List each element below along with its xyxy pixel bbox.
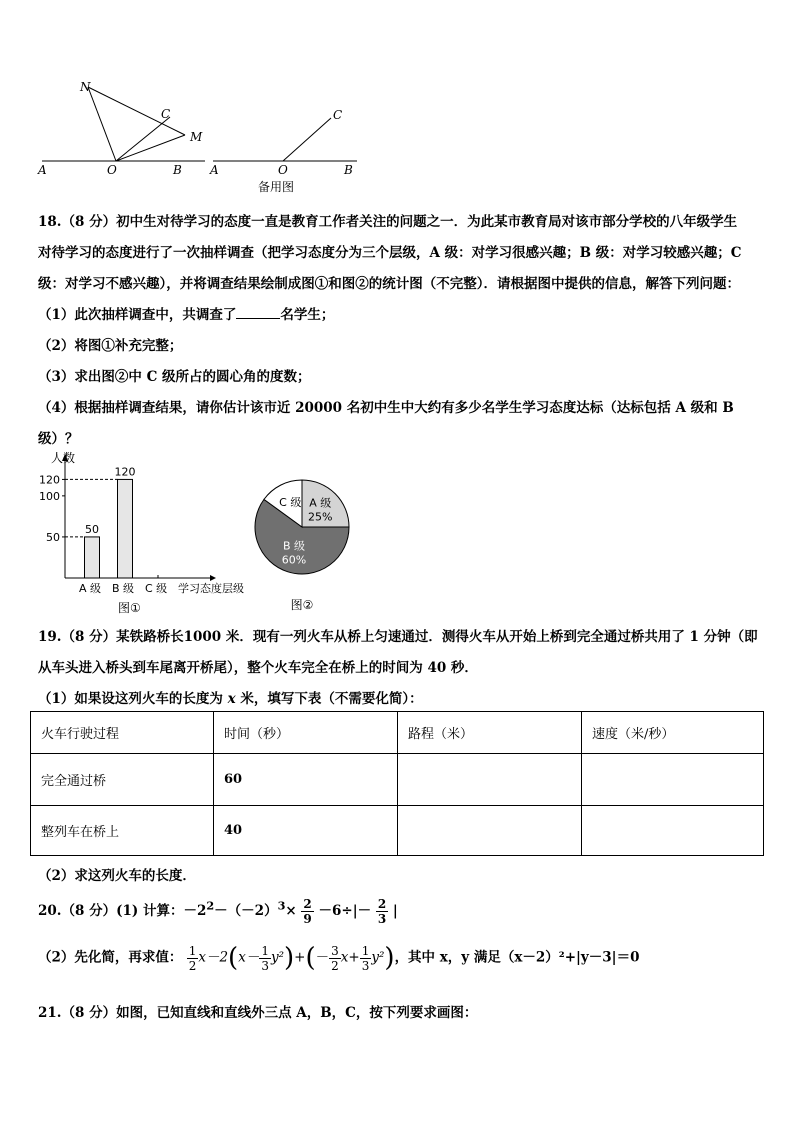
pie-slice-label: A 级	[309, 496, 332, 510]
label-A2: A	[210, 163, 219, 177]
q18-part4-cont: 级）？	[38, 431, 79, 447]
pie-slice-label: B 级	[282, 539, 306, 553]
q18-part4: （4）根据抽样调查结果，请你估计该市近 20000 名初中生中大约有多少名学生学习态度达标（达标包括 A 级和 B	[38, 400, 734, 416]
figure-caption-2: 图②	[290, 598, 314, 612]
table-row	[31, 806, 764, 856]
y-tick-label: 100	[39, 489, 60, 503]
table-cell: 60	[214, 754, 398, 806]
q18-part1: （1）此次抽样调查中，共调查了 名学生；	[38, 307, 335, 323]
table-header: 速度（米/秒）	[582, 712, 764, 754]
y-axis-label: 人数	[51, 451, 76, 465]
table-cell: 整列车在桥上	[31, 806, 214, 856]
label-N: N	[80, 80, 91, 94]
table-cell: 40	[214, 806, 398, 856]
label-B2: B	[344, 163, 353, 177]
q20-part1: 20.（8 分）(1) 计算：$-2^2-(-2)^3\times$ $\frac{2}{9}$ －6÷|－ $\frac{2}{3}$ |	[38, 897, 398, 926]
table-cell-blank[interactable]	[582, 806, 764, 856]
q18-line3: 级：对学习不感兴趣），并将调查结果绘制成图①和图②的统计图（不完整）．请根据图中提供的信息，解答下列问题：	[38, 276, 740, 292]
x-tick-label: B 级	[112, 582, 135, 595]
pie-chart	[250, 475, 360, 615]
table-cell-blank[interactable]	[398, 754, 582, 806]
label-B: B	[173, 163, 182, 177]
bar-chart	[30, 448, 270, 618]
y-tick-label: 120	[39, 473, 60, 487]
bar-value-label: 50	[85, 522, 99, 536]
table-header: 时间（秒）	[214, 712, 398, 754]
x-tick-label: C 级	[145, 582, 168, 595]
label-A: A	[38, 163, 47, 177]
label-C2: C	[333, 108, 343, 122]
label-C: C	[161, 107, 171, 121]
train-table	[30, 711, 764, 856]
geometry-figure-1	[30, 75, 210, 180]
table-row	[31, 754, 764, 806]
bar-2	[118, 479, 133, 578]
q19-line1: 19.（8 分）某铁路桥长1000 米．现有一列火车从桥上匀速通过．测得火车从开始上桥到完全通过桥共用了 1 分钟（即	[38, 629, 758, 645]
y-tick-label: 50	[46, 530, 60, 544]
figure-caption-backup: 备用图	[258, 180, 295, 194]
label-M: M	[190, 130, 203, 144]
label-O2: O	[278, 163, 288, 177]
pie-slice-label: C 级	[279, 495, 302, 509]
pie-slice-pct: 25%	[308, 510, 333, 524]
x-tick-label: A 级	[79, 582, 102, 595]
table-cell-blank[interactable]	[398, 806, 582, 856]
q18-line2: 对待学习的态度进行了一次抽样调查（把学习态度分为三个层级，A 级：对学习很感兴趣；B 级：对学习较感兴趣；C	[38, 245, 742, 261]
pie-slice-pct: 60%	[281, 553, 307, 567]
q19-line2: 从车头进入桥头到车尾离开桥尾），整个火车完全在桥上的时间为 40 秒．	[38, 660, 478, 676]
q18-part3: （3）求出图②中 C 级所占的圆心角的度数；	[38, 369, 311, 385]
q21-line1: 21.（8 分）如图，已知直线和直线外三点 A，B，C，按下列要求画图：	[38, 1005, 478, 1021]
x-axis-arrow	[210, 575, 216, 581]
table-cell: 完全通过桥	[31, 754, 214, 806]
bar-value-label: 120	[114, 465, 136, 479]
table-header: 路程（米）	[398, 712, 582, 754]
answer-blank[interactable]	[236, 306, 280, 319]
bar-1	[85, 537, 100, 578]
q18-part2: （2）将图①补充完整；	[38, 338, 183, 354]
q19-part1: （1）如果设这列火车的长度为 x 米，填写下表（不需要化简）：	[38, 691, 423, 707]
q20-part2: （2）先化简，再求值： $\frac{1}{2}$ x－2(x－ $\frac{1}{3}$ y²)+(－ $\frac{3}{2}$ x+ $\frac{1}{3}$ y²)，其中 x，y 满足（x－2）²+|y－3|＝0	[38, 943, 640, 973]
label-O: O	[107, 163, 117, 177]
q18-line1: 18.（8 分）初中生对待学习的态度一直是教育工作者关注的问题之一．为此某市教育局对该市部分学校的八年级学生	[38, 214, 738, 230]
table-cell-blank[interactable]	[582, 754, 764, 806]
figure-caption-1: 图①	[118, 601, 141, 615]
q19-part2: （2）求这列火车的长度．	[38, 868, 196, 884]
table-header: 火车行驶过程	[31, 712, 214, 754]
x-axis-label: 学习态度层级	[178, 582, 244, 595]
